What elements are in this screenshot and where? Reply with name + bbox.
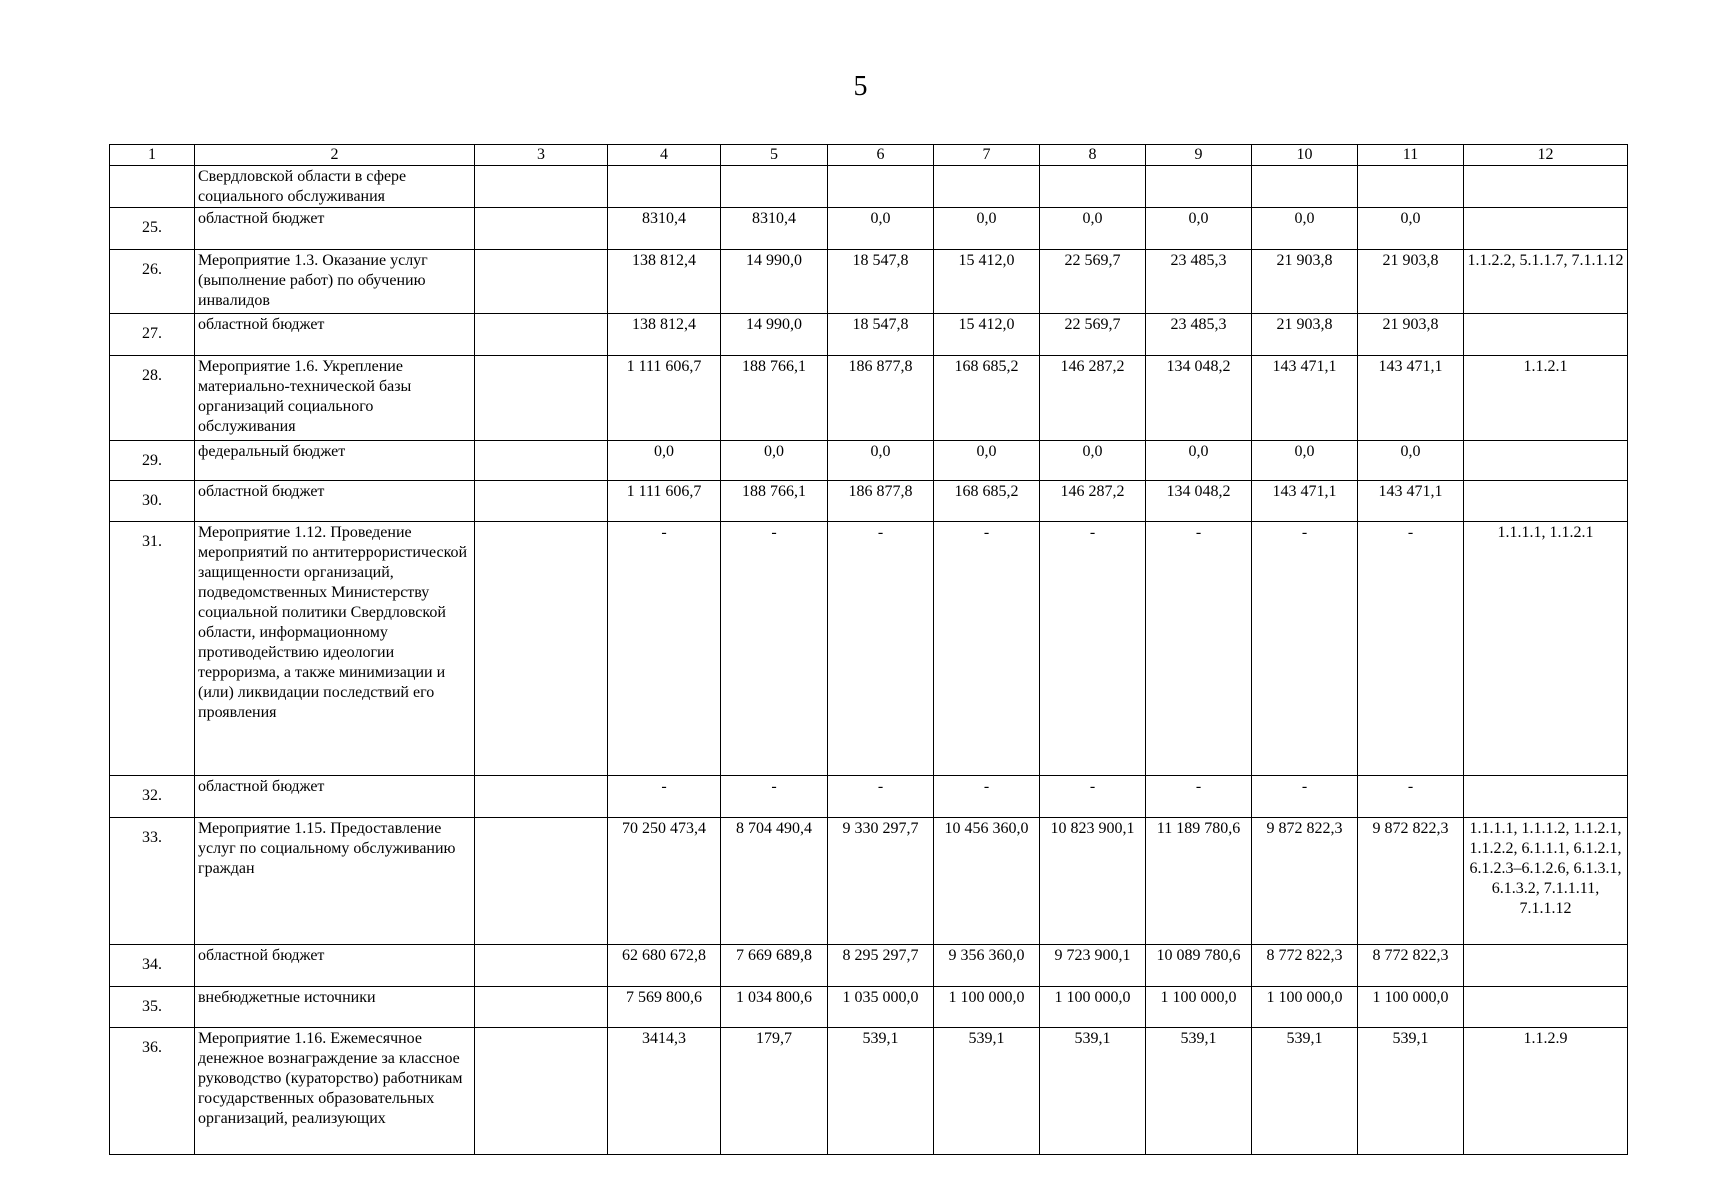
column-3-cell xyxy=(475,314,608,356)
row-title: Мероприятие 1.3. Оказание услуг (выполнение работ) по обучению инвалидов xyxy=(195,250,475,314)
value-cell: 0,0 xyxy=(1358,441,1464,481)
value-cell: 8310,4 xyxy=(721,208,828,250)
value-cell xyxy=(1252,166,1358,208)
row-number: 33. xyxy=(110,818,195,945)
value-cell: - xyxy=(1040,776,1146,818)
column-header: 8 xyxy=(1040,145,1146,166)
value-cell: 9 723 900,1 xyxy=(1040,945,1146,987)
value-cell: 168 685,2 xyxy=(934,481,1040,522)
value-cell xyxy=(828,166,934,208)
table-row xyxy=(110,1028,1628,1155)
table-row xyxy=(110,441,1628,481)
row-number: 28. xyxy=(110,356,195,441)
value-cell: - xyxy=(934,522,1040,776)
value-cell: - xyxy=(1146,522,1252,776)
header-row xyxy=(110,145,1628,166)
value-cell: 143 471,1 xyxy=(1252,356,1358,441)
value-cell: 0,0 xyxy=(828,441,934,481)
value-cell: 146 287,2 xyxy=(1040,481,1146,522)
row-number: 30. xyxy=(110,481,195,522)
value-cell: 0,0 xyxy=(1252,208,1358,250)
row-number: 36. xyxy=(110,1028,195,1155)
value-cell: 0,0 xyxy=(934,208,1040,250)
value-cell: - xyxy=(1146,776,1252,818)
column-header: 4 xyxy=(608,145,721,166)
row-title: Мероприятие 1.16. Ежемесячное денежное вознаграждение за классное руководство (кураторство) работникам государственных образовательных организаций, реализующих xyxy=(195,1028,475,1155)
value-cell: 18 547,8 xyxy=(828,314,934,356)
column-3-cell xyxy=(475,522,608,776)
value-cell: 10 089 780,6 xyxy=(1146,945,1252,987)
table-row xyxy=(110,818,1628,945)
value-cell: 168 685,2 xyxy=(934,356,1040,441)
value-cell: 146 287,2 xyxy=(1040,356,1146,441)
value-cell: 143 471,1 xyxy=(1358,356,1464,441)
value-cell: 138 812,4 xyxy=(608,250,721,314)
value-cell: 7 669 689,8 xyxy=(721,945,828,987)
table-row xyxy=(110,776,1628,818)
reference-cell xyxy=(1464,208,1628,250)
row-title: Свердловской области в сфере социального обслуживания xyxy=(195,166,475,208)
row-title: Мероприятие 1.15. Предоставление услуг по социальному обслуживанию граждан xyxy=(195,818,475,945)
column-header: 10 xyxy=(1252,145,1358,166)
column-header: 9 xyxy=(1146,145,1252,166)
value-cell: 0,0 xyxy=(1040,208,1146,250)
reference-cell xyxy=(1464,314,1628,356)
table-row xyxy=(110,522,1628,776)
value-cell: 22 569,7 xyxy=(1040,314,1146,356)
value-cell: 134 048,2 xyxy=(1146,356,1252,441)
value-cell: 9 356 360,0 xyxy=(934,945,1040,987)
value-cell: 539,1 xyxy=(828,1028,934,1155)
table-row xyxy=(110,314,1628,356)
row-number: 32. xyxy=(110,776,195,818)
value-cell xyxy=(1040,166,1146,208)
value-cell: 539,1 xyxy=(934,1028,1040,1155)
value-cell: - xyxy=(1040,522,1146,776)
column-3-cell xyxy=(475,776,608,818)
table-row xyxy=(110,208,1628,250)
value-cell: 21 903,8 xyxy=(1252,314,1358,356)
row-number: 31. xyxy=(110,522,195,776)
value-cell: 14 990,0 xyxy=(721,250,828,314)
value-cell: 138 812,4 xyxy=(608,314,721,356)
value-cell: 1 100 000,0 xyxy=(1252,987,1358,1028)
row-title: внебюджетные источники xyxy=(195,987,475,1028)
reference-cell xyxy=(1464,945,1628,987)
row-title: федеральный бюджет xyxy=(195,441,475,481)
reference-cell: 1.1.2.2, 5.1.1.7, 7.1.1.12 xyxy=(1464,250,1628,314)
column-3-cell xyxy=(475,481,608,522)
column-3-cell xyxy=(475,1028,608,1155)
value-cell: - xyxy=(1358,776,1464,818)
value-cell: 0,0 xyxy=(1358,208,1464,250)
column-header: 2 xyxy=(195,145,475,166)
budget-table xyxy=(109,144,1628,1155)
column-3-cell xyxy=(475,250,608,314)
value-cell: 143 471,1 xyxy=(1358,481,1464,522)
value-cell: - xyxy=(1252,776,1358,818)
reference-cell: 1.1.2.1 xyxy=(1464,356,1628,441)
value-cell: 188 766,1 xyxy=(721,481,828,522)
row-number: 25. xyxy=(110,208,195,250)
value-cell: - xyxy=(721,522,828,776)
value-cell: 8310,4 xyxy=(608,208,721,250)
row-number: 35. xyxy=(110,987,195,1028)
value-cell: 8 704 490,4 xyxy=(721,818,828,945)
row-title: областной бюджет xyxy=(195,208,475,250)
value-cell: 1 111 606,7 xyxy=(608,481,721,522)
value-cell: 0,0 xyxy=(608,441,721,481)
column-3-cell xyxy=(475,441,608,481)
value-cell: 21 903,8 xyxy=(1358,250,1464,314)
value-cell: 1 100 000,0 xyxy=(1146,987,1252,1028)
value-cell: 3414,3 xyxy=(608,1028,721,1155)
value-cell: 23 485,3 xyxy=(1146,250,1252,314)
value-cell: 539,1 xyxy=(1146,1028,1252,1155)
row-title: областной бюджет xyxy=(195,481,475,522)
value-cell: 0,0 xyxy=(1146,441,1252,481)
value-cell: 186 877,8 xyxy=(828,356,934,441)
table-row xyxy=(110,481,1628,522)
value-cell: 18 547,8 xyxy=(828,250,934,314)
value-cell: 1 034 800,6 xyxy=(721,987,828,1028)
value-cell: 0,0 xyxy=(828,208,934,250)
value-cell: 539,1 xyxy=(1358,1028,1464,1155)
value-cell: - xyxy=(1358,522,1464,776)
value-cell: - xyxy=(828,522,934,776)
value-cell: 0,0 xyxy=(1252,441,1358,481)
row-number xyxy=(110,166,195,208)
reference-cell xyxy=(1464,166,1628,208)
value-cell: 539,1 xyxy=(1252,1028,1358,1155)
value-cell: 10 823 900,1 xyxy=(1040,818,1146,945)
row-title: областной бюджет xyxy=(195,945,475,987)
value-cell: - xyxy=(828,776,934,818)
value-cell: - xyxy=(1252,522,1358,776)
row-title: Мероприятие 1.6. Укрепление материально-технической базы организаций социального обслуживания xyxy=(195,356,475,441)
value-cell: 0,0 xyxy=(1040,441,1146,481)
table-row xyxy=(110,250,1628,314)
column-3-cell xyxy=(475,945,608,987)
row-number: 26. xyxy=(110,250,195,314)
value-cell: 1 100 000,0 xyxy=(1358,987,1464,1028)
value-cell: 14 990,0 xyxy=(721,314,828,356)
column-header: 1 xyxy=(110,145,195,166)
value-cell: 0,0 xyxy=(721,441,828,481)
value-cell: 11 189 780,6 xyxy=(1146,818,1252,945)
reference-cell xyxy=(1464,987,1628,1028)
value-cell: 143 471,1 xyxy=(1252,481,1358,522)
value-cell: 15 412,0 xyxy=(934,314,1040,356)
value-cell: 539,1 xyxy=(1040,1028,1146,1155)
value-cell: 1 035 000,0 xyxy=(828,987,934,1028)
reference-cell: 1.1.1.1, 1.1.2.1 xyxy=(1464,522,1628,776)
row-title: областной бюджет xyxy=(195,776,475,818)
reference-cell: 1.1.2.9 xyxy=(1464,1028,1628,1155)
value-cell xyxy=(934,166,1040,208)
column-header: 6 xyxy=(828,145,934,166)
value-cell: 7 569 800,6 xyxy=(608,987,721,1028)
value-cell: 186 877,8 xyxy=(828,481,934,522)
row-number: 27. xyxy=(110,314,195,356)
table-row xyxy=(110,945,1628,987)
table-row xyxy=(110,166,1628,208)
value-cell: 9 872 822,3 xyxy=(1252,818,1358,945)
value-cell: - xyxy=(608,522,721,776)
value-cell: 15 412,0 xyxy=(934,250,1040,314)
row-title: областной бюджет xyxy=(195,314,475,356)
value-cell: 188 766,1 xyxy=(721,356,828,441)
value-cell: 8 772 822,3 xyxy=(1358,945,1464,987)
value-cell: 8 772 822,3 xyxy=(1252,945,1358,987)
value-cell: 62 680 672,8 xyxy=(608,945,721,987)
row-number: 34. xyxy=(110,945,195,987)
value-cell xyxy=(608,166,721,208)
value-cell: 9 330 297,7 xyxy=(828,818,934,945)
value-cell xyxy=(721,166,828,208)
column-header: 12 xyxy=(1464,145,1628,166)
value-cell: 22 569,7 xyxy=(1040,250,1146,314)
reference-cell xyxy=(1464,776,1628,818)
value-cell: 0,0 xyxy=(934,441,1040,481)
value-cell: 70 250 473,4 xyxy=(608,818,721,945)
value-cell: - xyxy=(934,776,1040,818)
table-row xyxy=(110,356,1628,441)
column-3-cell xyxy=(475,166,608,208)
page-number: 5 xyxy=(853,71,868,102)
column-3-cell xyxy=(475,208,608,250)
value-cell: 21 903,8 xyxy=(1252,250,1358,314)
row-number: 29. xyxy=(110,441,195,481)
row-title: Мероприятие 1.12. Проведение мероприятий по антитеррористической защищенности организаций, подведомственных Министерству социальной политики Свердловской области, информационному противодействию идеологии терроризма, а также минимизации и (или) ликвидации последствий его проявления xyxy=(195,522,475,776)
column-3-cell xyxy=(475,818,608,945)
table-row xyxy=(110,987,1628,1028)
column-header: 5 xyxy=(721,145,828,166)
value-cell: 10 456 360,0 xyxy=(934,818,1040,945)
column-header: 7 xyxy=(934,145,1040,166)
value-cell: - xyxy=(721,776,828,818)
value-cell: 21 903,8 xyxy=(1358,314,1464,356)
value-cell: 179,7 xyxy=(721,1028,828,1155)
value-cell: 1 100 000,0 xyxy=(1040,987,1146,1028)
value-cell: 1 111 606,7 xyxy=(608,356,721,441)
value-cell: 8 295 297,7 xyxy=(828,945,934,987)
column-3-cell xyxy=(475,356,608,441)
value-cell: 23 485,3 xyxy=(1146,314,1252,356)
reference-cell: 1.1.1.1, 1.1.1.2, 1.1.2.1, 1.1.2.2, 6.1.1.1, 6.1.2.1, 6.1.2.3–6.1.2.6, 6.1.3.1, 6.1.3.2, 7.1.1.11, 7.1.1.12 xyxy=(1464,818,1628,945)
value-cell: 9 872 822,3 xyxy=(1358,818,1464,945)
value-cell xyxy=(1146,166,1252,208)
value-cell xyxy=(1358,166,1464,208)
column-header: 3 xyxy=(475,145,608,166)
column-3-cell xyxy=(475,987,608,1028)
table-body xyxy=(110,145,1628,1155)
value-cell: 1 100 000,0 xyxy=(934,987,1040,1028)
column-header: 11 xyxy=(1358,145,1464,166)
value-cell: 0,0 xyxy=(1146,208,1252,250)
value-cell: - xyxy=(608,776,721,818)
value-cell: 134 048,2 xyxy=(1146,481,1252,522)
reference-cell xyxy=(1464,481,1628,522)
reference-cell xyxy=(1464,441,1628,481)
